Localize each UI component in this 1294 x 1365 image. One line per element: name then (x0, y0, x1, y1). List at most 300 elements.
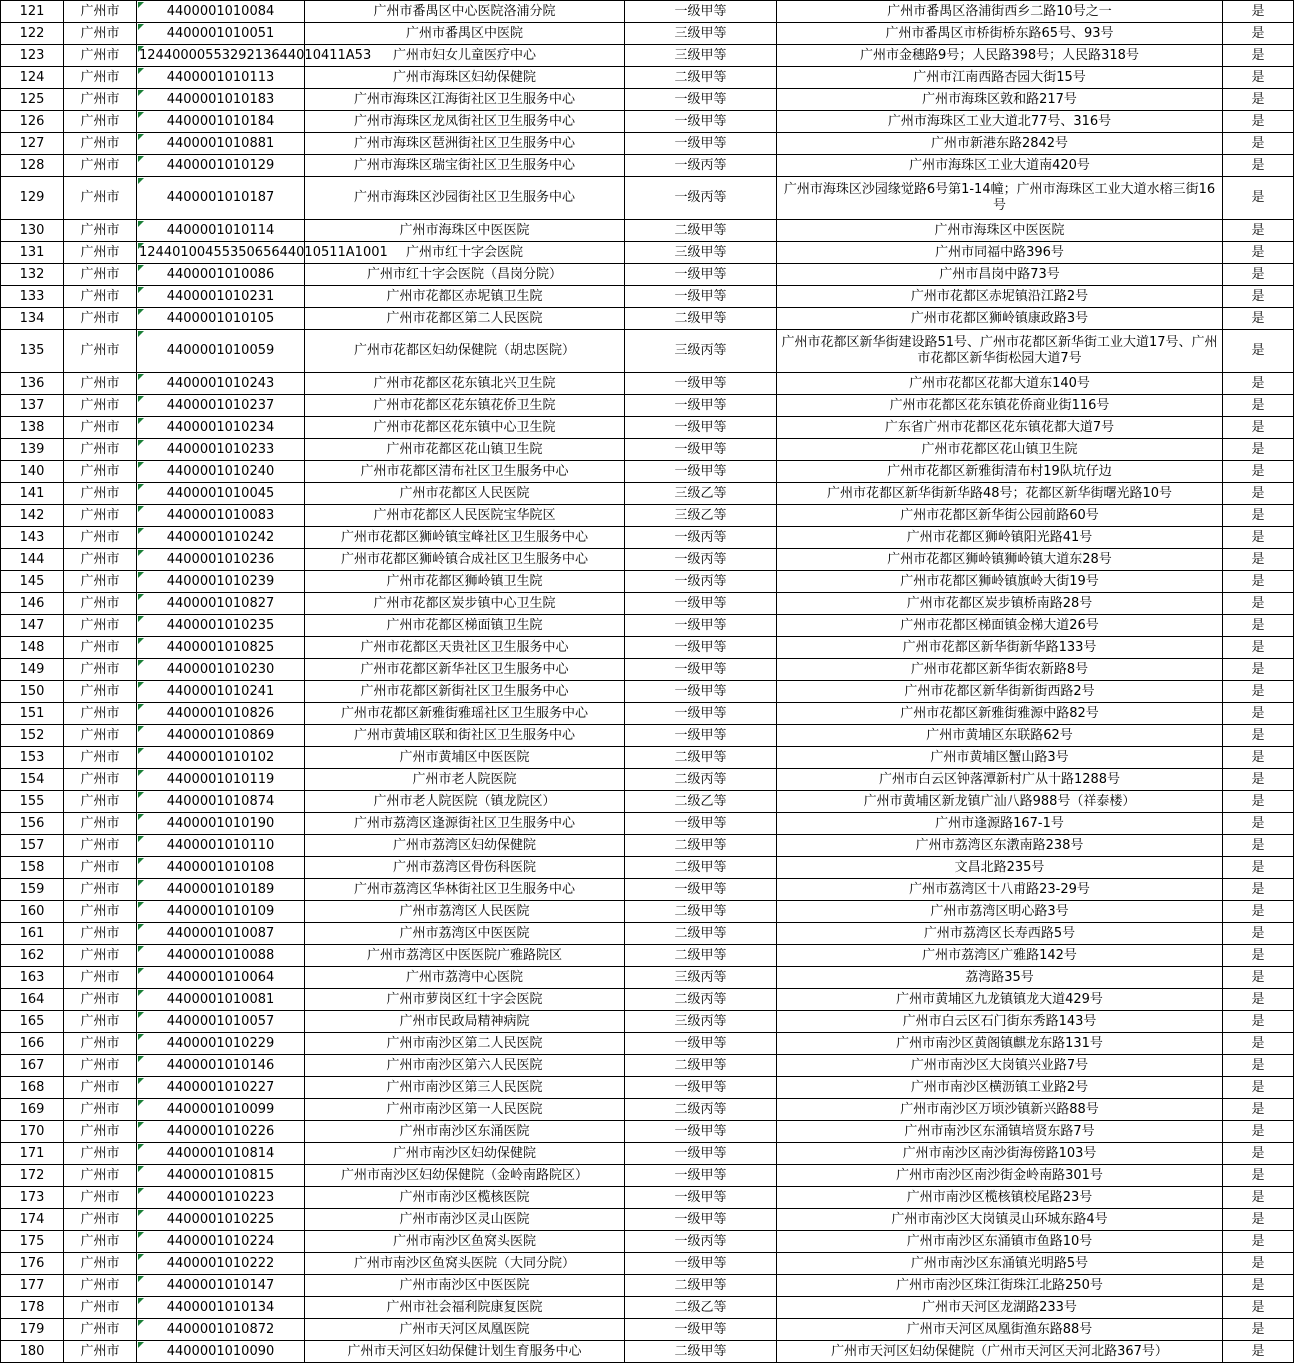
institution-code-cell: 4400001010224 (137, 1231, 305, 1253)
city-cell: 广州市 (64, 308, 137, 330)
status-cell: 是 (1223, 1099, 1294, 1121)
status-cell: 是 (1223, 308, 1294, 330)
table-row (1, 1099, 1294, 1121)
address-cell: 广东省广州市花都区花东镇花都大道7号 (777, 417, 1223, 439)
hospital-name-cell: 广州市老人院医院（镇龙院区） (305, 791, 625, 813)
status-cell: 是 (1223, 813, 1294, 835)
hospital-name-cell: 广州市南沙区中医医院 (305, 1275, 625, 1297)
institution-code-cell: 4400001010189 (137, 879, 305, 901)
address-cell: 广州市南沙区黄阁镇麒龙东路131号 (777, 1033, 1223, 1055)
hospital-level-cell: 二级丙等 (625, 989, 777, 1011)
hospital-name-cell: 广州市海珠区妇幼保健院 (305, 67, 625, 89)
status-cell: 是 (1223, 945, 1294, 967)
row-number-cell: 162 (1, 945, 64, 967)
table-row (1, 373, 1294, 395)
address-cell: 广州市南沙区东涌镇培贤东路7号 (777, 1121, 1223, 1143)
table-row (1, 945, 1294, 967)
hospital-level-cell: 一级甲等 (625, 725, 777, 747)
institution-code-cell: 4400001010110 (137, 835, 305, 857)
hospital-name-cell: 广州市花都区花东镇花侨卫生院 (305, 395, 625, 417)
status-cell: 是 (1223, 89, 1294, 111)
table-row (1, 769, 1294, 791)
address-cell: 广州市荔湾区长寿西路5号 (777, 923, 1223, 945)
address-cell: 广州市花都区炭步镇桥南路28号 (777, 593, 1223, 615)
institution-code-cell: 4400001010183 (137, 89, 305, 111)
hospital-level-cell: 一级甲等 (625, 395, 777, 417)
hospital-name-cell: 广州市花都区炭步镇中心卫生院 (305, 593, 625, 615)
hospital-level-cell: 一级甲等 (625, 1253, 777, 1275)
row-number-cell: 160 (1, 901, 64, 923)
city-cell: 广州市 (64, 1033, 137, 1055)
city-cell: 广州市 (64, 1187, 137, 1209)
hospital-level-cell: 三级乙等 (625, 505, 777, 527)
hospital-name-cell: 广州市荔湾区逢源街社区卫生服务中心 (305, 813, 625, 835)
address-cell: 广州市南沙区大岗镇兴业路7号 (777, 1055, 1223, 1077)
row-number-cell: 180 (1, 1341, 64, 1363)
institution-code-cell: 4400001010814 (137, 1143, 305, 1165)
hospital-level-cell: 二级甲等 (625, 747, 777, 769)
hospital-level-cell: 一级丙等 (625, 549, 777, 571)
hospital-level-cell: 一级甲等 (625, 1165, 777, 1187)
table-row (1, 1143, 1294, 1165)
status-cell: 是 (1223, 1253, 1294, 1275)
row-number-cell: 156 (1, 813, 64, 835)
row-number-cell: 151 (1, 703, 64, 725)
hospital-name-cell: 广州市荔湾区骨伤科医院 (305, 857, 625, 879)
status-cell: 是 (1223, 1011, 1294, 1033)
city-cell: 广州市 (64, 1055, 137, 1077)
table-row (1, 395, 1294, 417)
address-cell: 广州市花都区狮岭镇旗岭大街19号 (777, 571, 1223, 593)
row-number-cell: 124 (1, 67, 64, 89)
hospital-level-cell: 三级甲等 (625, 23, 777, 45)
hospital-level-cell: 一级甲等 (625, 417, 777, 439)
institution-code-cell: 4400001010081 (137, 989, 305, 1011)
table-row (1, 813, 1294, 835)
status-cell: 是 (1223, 967, 1294, 989)
status-cell: 是 (1223, 264, 1294, 286)
row-number-cell: 127 (1, 133, 64, 155)
institution-code-cell: 4400001010230 (137, 659, 305, 681)
row-number-cell: 131 (1, 242, 64, 264)
institution-code-cell: 4400001010059 (137, 330, 305, 373)
status-cell: 是 (1223, 703, 1294, 725)
city-cell: 广州市 (64, 1143, 137, 1165)
address-cell: 广州市南沙区横沥镇工业路2号 (777, 1077, 1223, 1099)
status-cell: 是 (1223, 659, 1294, 681)
status-cell: 是 (1223, 439, 1294, 461)
city-cell: 广州市 (64, 264, 137, 286)
city-cell: 广州市 (64, 769, 137, 791)
status-cell: 是 (1223, 1297, 1294, 1319)
row-number-cell: 141 (1, 483, 64, 505)
address-cell: 广州市南沙区榄核镇校尾路23号 (777, 1187, 1223, 1209)
hospital-name-cell: 广州市萝岗区红十字会医院 (305, 989, 625, 1011)
table-row (1, 549, 1294, 571)
hospital-name-cell: 广州市南沙区灵山医院 (305, 1209, 625, 1231)
row-number-cell: 177 (1, 1275, 64, 1297)
city-cell: 广州市 (64, 330, 137, 373)
status-cell: 是 (1223, 373, 1294, 395)
hospital-level-cell: 二级乙等 (625, 1297, 777, 1319)
hospital-level-cell: 一级丙等 (625, 571, 777, 593)
address-cell: 广州市花都区新华街新华路133号 (777, 637, 1223, 659)
hospital-name-cell: 广州市荔湾区妇幼保健院 (305, 835, 625, 857)
table-row (1, 1275, 1294, 1297)
hospital-name-cell: 广州市南沙区第二人民医院 (305, 1033, 625, 1055)
institution-code-cell: 4400001010088 (137, 945, 305, 967)
hospital-level-cell: 三级丙等 (625, 1011, 777, 1033)
hospital-name-cell: 广州市花都区花山镇卫生院 (305, 439, 625, 461)
city-cell: 广州市 (64, 1165, 137, 1187)
institution-code-cell: 4400001010113 (137, 67, 305, 89)
hospital-level-cell: 二级甲等 (625, 901, 777, 923)
address-cell: 广州市番禺区洛浦街西乡二路10号之一 (777, 1, 1223, 23)
status-cell: 是 (1223, 461, 1294, 483)
hospital-level-cell: 一级甲等 (625, 659, 777, 681)
city-cell: 广州市 (64, 747, 137, 769)
institution-code-cell: 4400001010086 (137, 264, 305, 286)
city-cell: 广州市 (64, 1077, 137, 1099)
institution-code-cell: 4400001010241 (137, 681, 305, 703)
hospital-level-cell: 二级甲等 (625, 1275, 777, 1297)
city-cell: 广州市 (64, 286, 137, 308)
city-cell: 广州市 (64, 45, 137, 67)
address-cell: 广州市新港东路2842号 (777, 133, 1223, 155)
row-number-cell: 161 (1, 923, 64, 945)
row-number-cell: 148 (1, 637, 64, 659)
address-cell: 广州市海珠区敦和路217号 (777, 89, 1223, 111)
table-row (1, 483, 1294, 505)
row-number-cell: 179 (1, 1319, 64, 1341)
institution-code-cell: 4400001010099 (137, 1099, 305, 1121)
institution-code-cell: 4400001010184 (137, 111, 305, 133)
city-cell: 广州市 (64, 439, 137, 461)
institution-code-cell: 4400001010826 (137, 703, 305, 725)
status-cell: 是 (1223, 527, 1294, 549)
hospital-name-cell: 广州市南沙区第六人民医院 (305, 1055, 625, 1077)
row-number-cell: 171 (1, 1143, 64, 1165)
table-row (1, 703, 1294, 725)
hospital-name-cell: 广州市花都区狮岭镇卫生院 (305, 571, 625, 593)
hospital-name-cell: 广州市花都区狮岭镇宝峰社区卫生服务中心 (305, 527, 625, 549)
status-cell: 是 (1223, 1165, 1294, 1187)
table-row (1, 286, 1294, 308)
institution-code-cell: 4400001010869 (137, 725, 305, 747)
table-row (1, 439, 1294, 461)
hospital-name-cell: 广州市黄埔区中医医院 (305, 747, 625, 769)
institution-code-cell: 4400001010109 (137, 901, 305, 923)
address-cell: 广州市花都区花山镇卫生院 (777, 439, 1223, 461)
hospital-level-cell: 三级甲等 (625, 242, 777, 264)
hospital-level-cell: 三级甲等 (625, 45, 777, 67)
address-cell: 广州市黄埔区东联路62号 (777, 725, 1223, 747)
hospital-name-cell: 广州市番禺区中心医院洛浦分院 (305, 1, 625, 23)
city-cell: 广州市 (64, 111, 137, 133)
hospital-level-cell: 一级甲等 (625, 593, 777, 615)
table-row (1, 1231, 1294, 1253)
table-row (1, 857, 1294, 879)
city-cell: 广州市 (64, 395, 137, 417)
city-cell: 广州市 (64, 1, 137, 23)
hospital-name-cell: 广州市天河区凤凰医院 (305, 1319, 625, 1341)
institution-code-cell: 4400001010243 (137, 373, 305, 395)
hospital-name-cell: 广州市花都区花东镇北兴卫生院 (305, 373, 625, 395)
hospital-name-cell: 广州市南沙区妇幼保健院 (305, 1143, 625, 1165)
city-cell: 广州市 (64, 835, 137, 857)
institution-code-cell: 4400001010102 (137, 747, 305, 769)
row-number-cell: 133 (1, 286, 64, 308)
status-cell: 是 (1223, 571, 1294, 593)
city-cell: 广州市 (64, 133, 137, 155)
address-cell: 广州市白云区石门街东秀路143号 (777, 1011, 1223, 1033)
status-cell: 是 (1223, 989, 1294, 1011)
institution-code-cell: 4400001010236 (137, 549, 305, 571)
status-cell: 是 (1223, 330, 1294, 373)
hospital-name-cell: 广州市花都区天贵社区卫生服务中心 (305, 637, 625, 659)
institution-code-cell: 4400001010064 (137, 967, 305, 989)
institution-code-cell: 4400001010105 (137, 308, 305, 330)
status-cell: 是 (1223, 1143, 1294, 1165)
city-cell: 广州市 (64, 483, 137, 505)
address-cell: 广州市南沙区南沙街金岭南路301号 (777, 1165, 1223, 1187)
status-cell: 是 (1223, 45, 1294, 67)
institution-code-cell: 4400001010187 (137, 177, 305, 220)
table-row (1, 879, 1294, 901)
table-row (1, 308, 1294, 330)
table-row (1, 571, 1294, 593)
hospital-level-cell: 三级乙等 (625, 483, 777, 505)
institution-code-cell: 4400001010057 (137, 1011, 305, 1033)
institution-code-cell: 4400001010827 (137, 593, 305, 615)
hospital-name-cell: 广州市南沙区东涌医院 (305, 1121, 625, 1143)
city-cell: 广州市 (64, 659, 137, 681)
hospital-name-cell: 广州市老人院医院 (305, 769, 625, 791)
institution-code-cell: 4400001010815 (137, 1165, 305, 1187)
row-number-cell: 172 (1, 1165, 64, 1187)
row-number-cell: 152 (1, 725, 64, 747)
institution-code-cell: 4400001010240 (137, 461, 305, 483)
city-cell: 广州市 (64, 1121, 137, 1143)
hospital-level-cell: 二级甲等 (625, 308, 777, 330)
hospital-level-cell: 一级甲等 (625, 879, 777, 901)
hospital-level-cell: 一级甲等 (625, 681, 777, 703)
row-number-cell: 169 (1, 1099, 64, 1121)
institution-code-cell: 4400001010190 (137, 813, 305, 835)
status-cell: 是 (1223, 417, 1294, 439)
row-number-cell: 121 (1, 1, 64, 23)
row-number-cell: 126 (1, 111, 64, 133)
hospital-name-cell: 广州市黄埔区联和街社区卫生服务中心 (305, 725, 625, 747)
city-cell: 广州市 (64, 857, 137, 879)
hospital-level-cell: 二级甲等 (625, 835, 777, 857)
institution-code-cell: 4400001010242 (137, 527, 305, 549)
institution-code-cell: 4400001010222 (137, 1253, 305, 1275)
hospital-level-cell: 一级甲等 (625, 439, 777, 461)
status-cell: 是 (1223, 242, 1294, 264)
table-row (1, 747, 1294, 769)
city-cell: 广州市 (64, 1275, 137, 1297)
hospital-name-cell: 广州市荔湾区华林街社区卫生服务中心 (305, 879, 625, 901)
table-row (1, 637, 1294, 659)
city-cell: 广州市 (64, 220, 137, 242)
hospital-name-cell: 广州市红十字会医院 (305, 242, 625, 264)
hospital-level-cell: 二级丙等 (625, 1099, 777, 1121)
city-cell: 广州市 (64, 155, 137, 177)
row-number-cell: 168 (1, 1077, 64, 1099)
city-cell: 广州市 (64, 373, 137, 395)
table-row (1, 23, 1294, 45)
status-cell: 是 (1223, 637, 1294, 659)
table-row (1, 593, 1294, 615)
row-number-cell: 137 (1, 395, 64, 417)
hospital-name-cell: 广州市花都区第二人民医院 (305, 308, 625, 330)
city-cell: 广州市 (64, 593, 137, 615)
row-number-cell: 174 (1, 1209, 64, 1231)
table-row (1, 1033, 1294, 1055)
status-cell: 是 (1223, 615, 1294, 637)
address-cell: 广州市南沙区珠江街珠江北路250号 (777, 1275, 1223, 1297)
city-cell: 广州市 (64, 945, 137, 967)
city-cell: 广州市 (64, 989, 137, 1011)
row-number-cell: 146 (1, 593, 64, 615)
row-number-cell: 147 (1, 615, 64, 637)
status-cell: 是 (1223, 1055, 1294, 1077)
hospital-name-cell: 广州市荔湾中心医院 (305, 967, 625, 989)
city-cell: 广州市 (64, 1231, 137, 1253)
row-number-cell: 178 (1, 1297, 64, 1319)
hospital-level-cell: 一级甲等 (625, 373, 777, 395)
table-row (1, 177, 1294, 220)
table-row (1, 1253, 1294, 1275)
city-cell: 广州市 (64, 813, 137, 835)
city-cell: 广州市 (64, 1319, 137, 1341)
table-row (1, 615, 1294, 637)
institution-code-cell: 4400001010114 (137, 220, 305, 242)
status-cell: 是 (1223, 286, 1294, 308)
table-row (1, 111, 1294, 133)
city-cell: 广州市 (64, 549, 137, 571)
hospital-level-cell: 二级甲等 (625, 220, 777, 242)
row-number-cell: 175 (1, 1231, 64, 1253)
city-cell: 广州市 (64, 89, 137, 111)
table-row (1, 505, 1294, 527)
institution-code-cell: 4400001010146 (137, 1055, 305, 1077)
hospital-level-cell: 三级丙等 (625, 967, 777, 989)
institution-code-cell: 4400001010229 (137, 1033, 305, 1055)
row-number-cell: 122 (1, 23, 64, 45)
status-cell: 是 (1223, 1231, 1294, 1253)
status-cell: 是 (1223, 769, 1294, 791)
row-number-cell: 154 (1, 769, 64, 791)
table-row (1, 1055, 1294, 1077)
institution-code-cell: 4400001010825 (137, 637, 305, 659)
hospital-name-cell: 广州市番禺区中医院 (305, 23, 625, 45)
address-cell: 广州市海珠区工业大道南420号 (777, 155, 1223, 177)
hospital-name-cell: 广州市南沙区妇幼保健院（金岭南路院区） (305, 1165, 625, 1187)
institution-code-cell: 4400001010108 (137, 857, 305, 879)
row-number-cell: 163 (1, 967, 64, 989)
address-cell: 广州市天河区龙湖路233号 (777, 1297, 1223, 1319)
institution-code-cell: 4400001010147 (137, 1275, 305, 1297)
address-cell: 广州市海珠区沙园缘觉路6号第1-14幢；广州市海珠区工业大道水榕三街16号 (777, 177, 1223, 220)
hospital-level-cell: 一级甲等 (625, 264, 777, 286)
address-cell: 广州市江南西路杏园大街15号 (777, 67, 1223, 89)
status-cell: 是 (1223, 1319, 1294, 1341)
row-number-cell: 155 (1, 791, 64, 813)
address-cell: 广州市海珠区中医医院 (777, 220, 1223, 242)
status-cell: 是 (1223, 483, 1294, 505)
row-number-cell: 157 (1, 835, 64, 857)
city-cell: 广州市 (64, 177, 137, 220)
hospital-level-cell: 一级丙等 (625, 1231, 777, 1253)
table-row (1, 725, 1294, 747)
status-cell: 是 (1223, 879, 1294, 901)
address-cell: 广州市花都区新华街建设路51号、广州市花都区新华街工业大道17号、广州市花都区新华街松园大道7号 (777, 330, 1223, 373)
status-cell: 是 (1223, 1341, 1294, 1363)
row-number-cell: 130 (1, 220, 64, 242)
table-row (1, 659, 1294, 681)
hospital-name-cell: 广州市海珠区琶洲街社区卫生服务中心 (305, 133, 625, 155)
institution-code-cell: 4400001010129 (137, 155, 305, 177)
address-cell: 广州市海珠区工业大道北77号、316号 (777, 111, 1223, 133)
hospital-name-cell: 广州市荔湾区中医医院 (305, 923, 625, 945)
hospital-level-cell: 二级丙等 (625, 769, 777, 791)
table-row (1, 835, 1294, 857)
address-cell: 广州市花都区花东镇花侨商业街116号 (777, 395, 1223, 417)
address-cell: 广州市黄埔区新龙镇广汕八路988号（祥泰楼） (777, 791, 1223, 813)
institution-code-cell: 4400001010045 (137, 483, 305, 505)
row-number-cell: 123 (1, 45, 64, 67)
hospital-level-cell: 一级甲等 (625, 286, 777, 308)
hospital-level-cell: 一级甲等 (625, 1209, 777, 1231)
address-cell: 广州市花都区赤坭镇沿江路2号 (777, 286, 1223, 308)
city-cell: 广州市 (64, 791, 137, 813)
hospital-level-cell: 一级甲等 (625, 133, 777, 155)
address-cell: 广州市金穗路9号；人民路398号；人民路318号 (777, 45, 1223, 67)
city-cell: 广州市 (64, 571, 137, 593)
address-cell: 广州市花都区狮岭镇狮岭镇大道东28号 (777, 549, 1223, 571)
status-cell: 是 (1223, 725, 1294, 747)
address-cell: 广州市南沙区南沙街海傍路103号 (777, 1143, 1223, 1165)
row-number-cell: 158 (1, 857, 64, 879)
city-cell: 广州市 (64, 67, 137, 89)
table-row (1, 45, 1294, 67)
address-cell: 广州市花都区花都大道东140号 (777, 373, 1223, 395)
status-cell: 是 (1223, 791, 1294, 813)
hospital-name-cell: 广州市南沙区鱼窝头医院 (305, 1231, 625, 1253)
row-number-cell: 170 (1, 1121, 64, 1143)
status-cell: 是 (1223, 857, 1294, 879)
row-number-cell: 150 (1, 681, 64, 703)
address-cell: 广州市黄埔区蟹山路3号 (777, 747, 1223, 769)
institution-code-cell: 4400001010237 (137, 395, 305, 417)
hospital-name-cell: 广州市花都区新华社区卫生服务中心 (305, 659, 625, 681)
institution-code-cell: 4400001010239 (137, 571, 305, 593)
address-cell: 广州市南沙区万顷沙镇新兴路88号 (777, 1099, 1223, 1121)
city-cell: 广州市 (64, 879, 137, 901)
row-number-cell: 143 (1, 527, 64, 549)
address-cell: 荔湾路35号 (777, 967, 1223, 989)
city-cell: 广州市 (64, 725, 137, 747)
hospital-level-cell: 一级丙等 (625, 155, 777, 177)
row-number-cell: 176 (1, 1253, 64, 1275)
institution-code-cell: 4400001010090 (137, 1341, 305, 1363)
hospital-level-cell: 一级甲等 (625, 1187, 777, 1209)
status-cell: 是 (1223, 505, 1294, 527)
hospital-level-cell: 一级甲等 (625, 637, 777, 659)
institution-code-cell: 4400001010134 (137, 1297, 305, 1319)
